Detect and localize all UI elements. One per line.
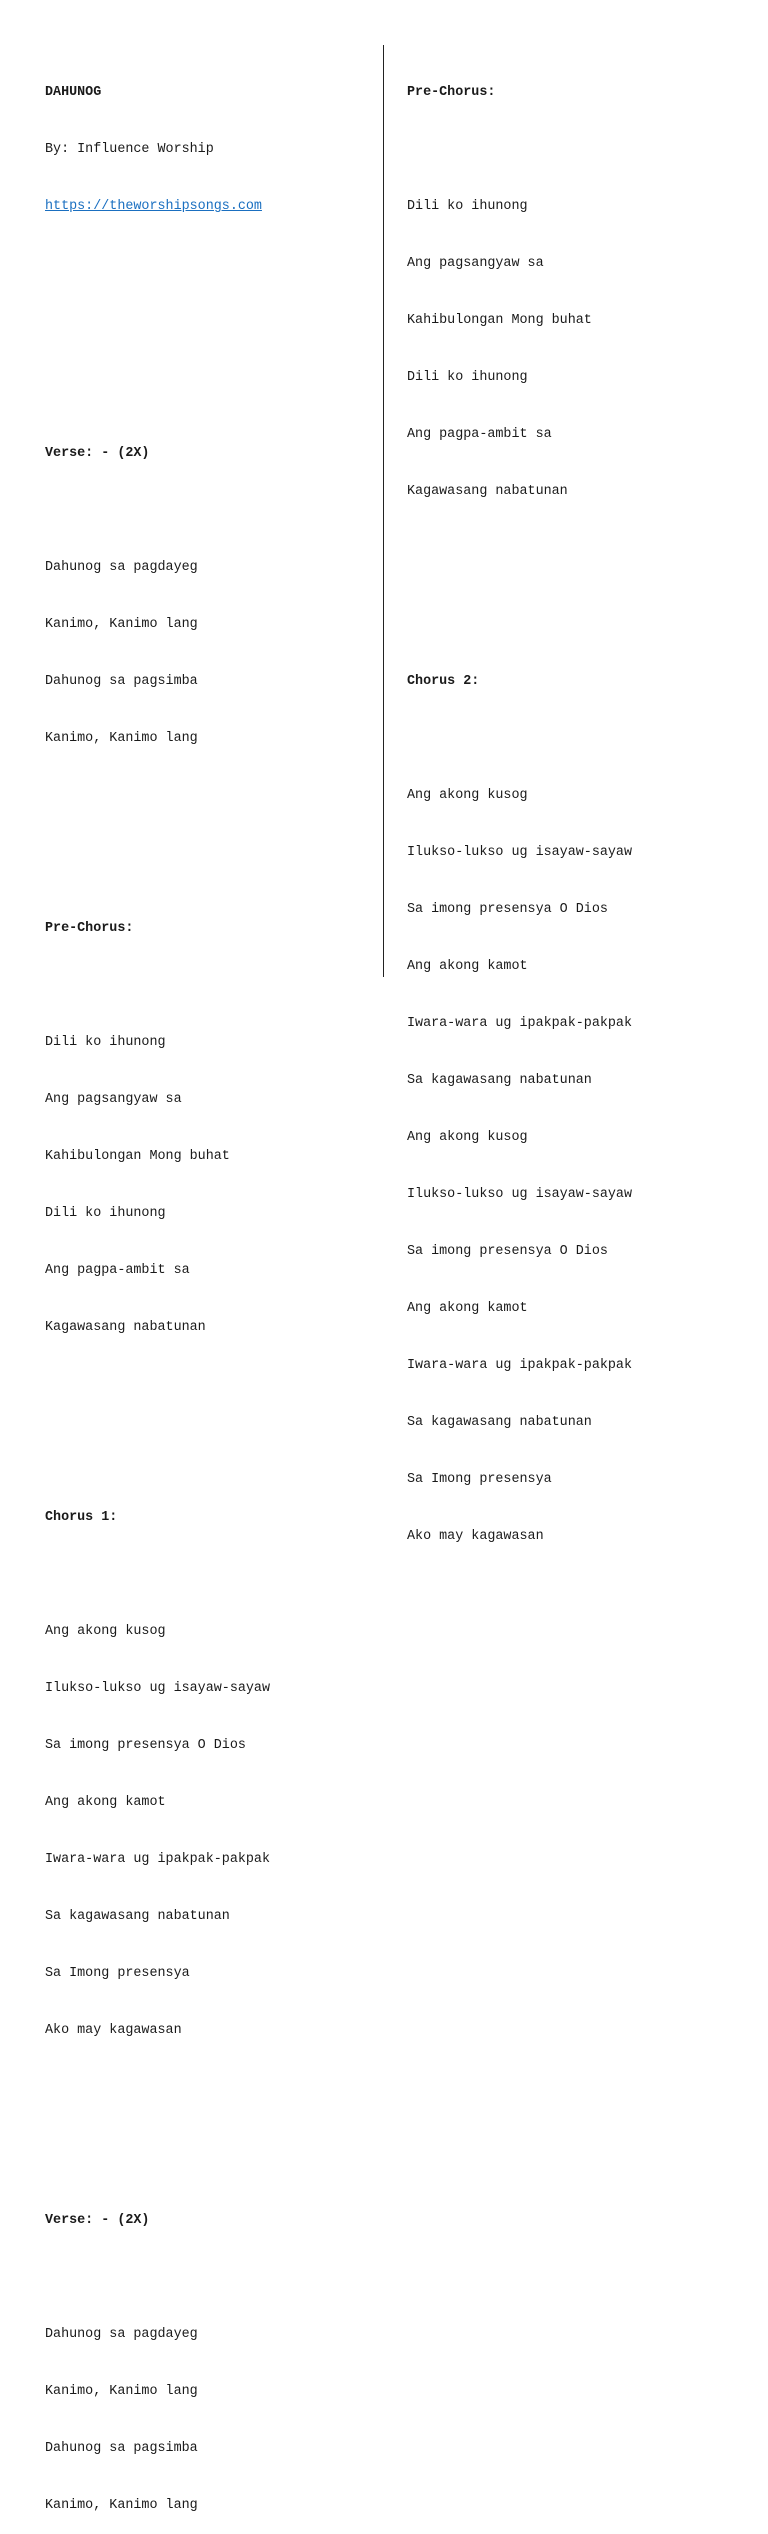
lyric-line: Dahunog sa pagsimba (45, 674, 198, 689)
lyric-line: Kahibulongan Mong buhat (407, 313, 592, 328)
lyric-line: Dahunog sa pagsimba (45, 2441, 198, 2456)
lyric-line: Ako may kagawasan (407, 1529, 544, 1544)
lyric-line: Ang akong kamot (407, 959, 528, 974)
lyric-line: Sa kagawasang nabatunan (45, 1909, 230, 1924)
lyric-line: Kanimo, Kanimo lang (45, 617, 198, 632)
source-link[interactable]: https://theworshipsongs.com (45, 199, 262, 214)
verse-heading: Verse: - (2X) (45, 2213, 150, 2228)
lyric-line: Kagawasang nabatunan (407, 484, 568, 499)
lyric-line: Kanimo, Kanimo lang (45, 2384, 198, 2399)
lyric-line: Sa imong presensya O Dios (407, 902, 608, 917)
lyric-line: Ang pagpa-ambit sa (407, 427, 552, 442)
lyric-line: Sa Imong presensya (407, 1472, 552, 1487)
lyric-line: Ang akong kusog (407, 1130, 528, 1145)
right-column (407, 45, 632, 1565)
lyric-line: Ilukso-lukso ug isayaw-sayaw (407, 845, 632, 860)
prechorus-heading: Pre-Chorus: (45, 921, 134, 936)
chorus-2-heading: Chorus 2: (407, 674, 480, 689)
lyric-line: Iwara-wara ug ipakpak-pakpak (45, 1852, 270, 1867)
lyric-line: Dili ko ihunong (45, 1035, 166, 1050)
lyric-line: Sa kagawasang nabatunan (407, 1415, 592, 1430)
lyric-line: Ang akong kamot (407, 1301, 528, 1316)
lyric-line: Dahunog sa pagdayeg (45, 2327, 198, 2342)
lyric-line: Ako may kagawasan (45, 2023, 182, 2038)
column-divider (383, 45, 384, 977)
lyric-line: Kanimo, Kanimo lang (45, 2498, 198, 2513)
lyric-line: Kagawasang nabatunan (45, 1320, 206, 1335)
lyric-line: Dahunog sa pagdayeg (45, 560, 198, 575)
lyric-line: Kanimo, Kanimo lang (45, 731, 198, 746)
lyric-line: Sa kagawasang nabatunan (407, 1073, 592, 1088)
verse-heading: Verse: - (2X) (45, 446, 150, 461)
lyric-line: Ang pagsangyaw sa (45, 1092, 182, 1107)
lyric-line: Sa Imong presensya (45, 1966, 190, 1981)
lyric-line: Dili ko ihunong (407, 370, 528, 385)
lyric-line: Sa imong presensya O Dios (407, 1244, 608, 1259)
lyric-line: Ang akong kusog (45, 1624, 166, 1639)
song-artist: By: Influence Worship (45, 142, 214, 157)
lyric-line: Ang akong kusog (407, 788, 528, 803)
lyric-line: Ang pagpa-ambit sa (45, 1263, 190, 1278)
lyric-line: Kahibulongan Mong buhat (45, 1149, 230, 1164)
left-column (45, 45, 270, 2534)
lyric-line: Iwara-wara ug ipakpak-pakpak (407, 1016, 632, 1031)
prechorus-heading: Pre-Chorus: (407, 85, 496, 100)
lyric-line: Sa imong presensya O Dios (45, 1738, 246, 1753)
lyric-line: Ilukso-lukso ug isayaw-sayaw (45, 1681, 270, 1696)
lyric-line: Ilukso-lukso ug isayaw-sayaw (407, 1187, 632, 1202)
lyric-line: Dili ko ihunong (45, 1206, 166, 1221)
lyric-line: Ang pagsangyaw sa (407, 256, 544, 271)
lyric-line: Dili ko ihunong (407, 199, 528, 214)
song-title: DAHUNOG (45, 85, 102, 100)
lyric-line: Ang akong kamot (45, 1795, 166, 1810)
chorus-1-heading: Chorus 1: (45, 1510, 118, 1525)
lyric-line: Iwara-wara ug ipakpak-pakpak (407, 1358, 632, 1373)
